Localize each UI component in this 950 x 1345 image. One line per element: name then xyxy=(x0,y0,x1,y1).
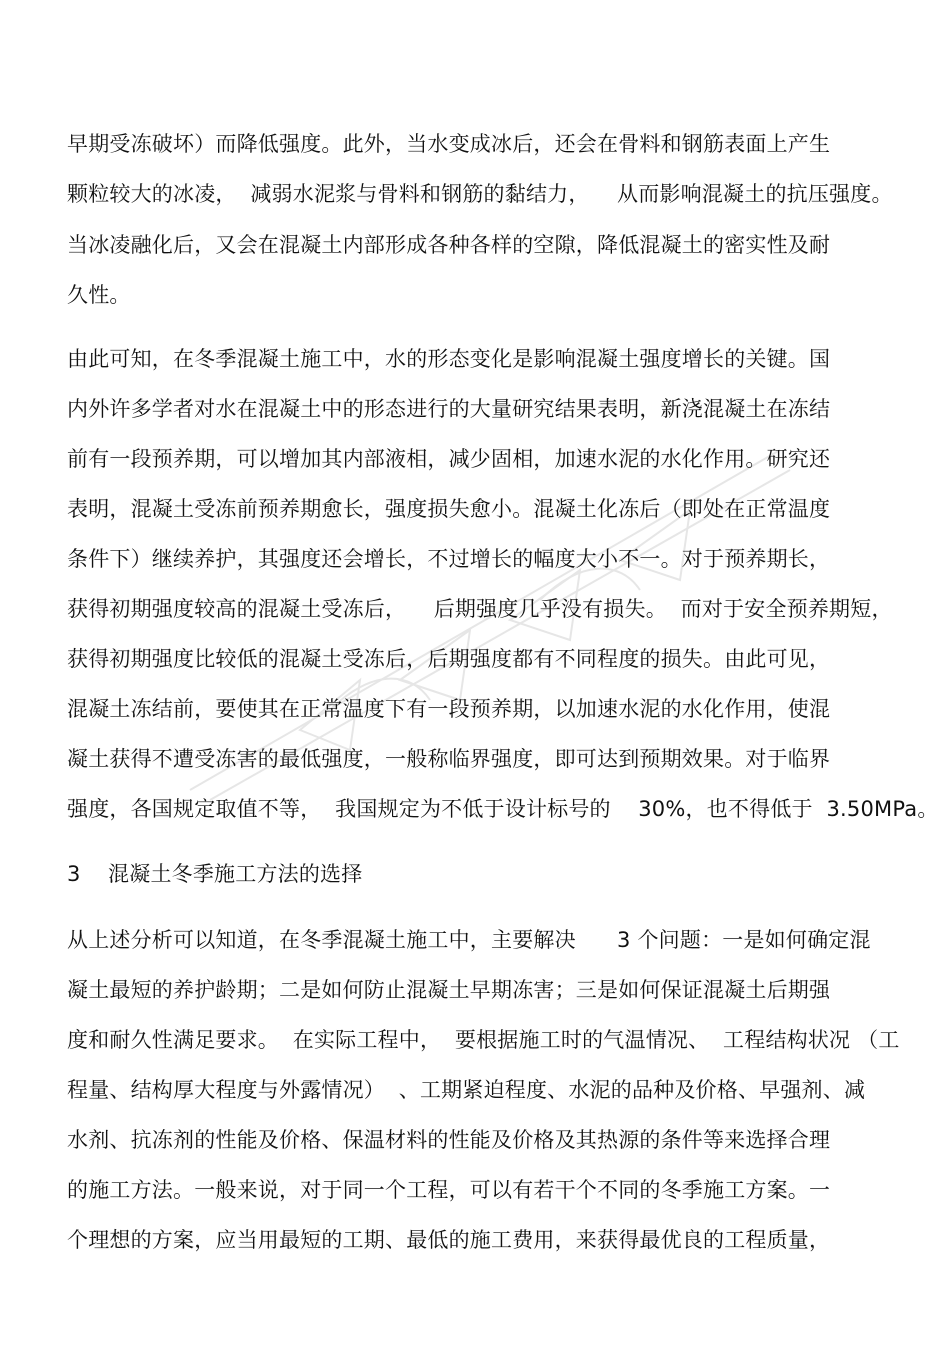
section-title: 3 混凝土冬季施工方法的选择 xyxy=(67,862,363,886)
text-line: 程量、结构厚大程度与外露情况） 、工期紧迫程度、水泥的品种及价格、早强剂、减 xyxy=(67,1078,866,1102)
text-line: 获得初期强度较高的混凝土受冻后， 后期强度几乎没有损失。 而对于安全预养期短， xyxy=(67,597,893,621)
text-line: 的施工方法。一般来说，对于同一个工程，可以有若干个不同的冬季施工方案。一 xyxy=(67,1178,831,1202)
text-line: 度和耐久性满足要求。 在实际工程中， 要根据施工时的气温情况、 工程结构状况 （工 xyxy=(67,1028,900,1052)
text-line: 凝土获得不遭受冻害的最低强度，一般称临界强度，即可达到预期效果。对于临界 xyxy=(67,747,831,771)
text-line: 混凝土冻结前，要使其在正常温度下有一段预养期，以加速水泥的水化作用，使混 xyxy=(67,697,831,721)
text-line: 内外许多学者对水在混凝土中的形态进行的大量研究结果表明，新浇混凝土在冻结 xyxy=(67,397,831,421)
text-line: 获得初期强度比较低的混凝土受冻后，后期强度都有不同程度的损失。由此可见， xyxy=(67,647,831,671)
text-line: 个理想的方案，应当用最短的工期、最低的施工费用，来获得最优良的工程质量， xyxy=(67,1228,831,1252)
text-line: 久性。 xyxy=(67,283,131,307)
text-line: 颗粒较大的冰凌， 减弱水泥浆与骨料和钢筋的黏结力， 从而影响混凝土的抗压强度。 xyxy=(67,182,893,206)
text-line: 水剂、抗冻剂的性能及价格、保温材料的性能及价格及其热源的条件等来选择合理 xyxy=(67,1128,831,1152)
text-line: 强度，各国规定取值不等， 我国规定为不低于设计标号的 30%，也不得低于 3.50MPa。 xyxy=(67,797,939,821)
text-line: 条件下）继续养护，其强度还会增长，不过增长的幅度大小不一。对于预养期长， xyxy=(67,547,831,571)
text-line: 当冰凌融化后，又会在混凝土内部形成各种各样的空隙，降低混凝土的密实性及耐 xyxy=(67,233,831,257)
text-line: 表明，混凝土受冻前预养期愈长，强度损失愈小。混凝土化冻后（即处在正常温度 xyxy=(67,497,831,521)
text-line: 由此可知，在冬季混凝土施工中，水的形态变化是影响混凝土强度增长的关键。国 xyxy=(67,347,831,371)
text-line: 前有一段预养期，可以增加其内部液相，减少固相，加速水泥的水化作用。研究还 xyxy=(67,447,831,471)
text-line: 凝土最短的养护龄期；二是如何防止混凝土早期冻害；三是如何保证混凝土后期强 xyxy=(67,978,831,1002)
text-line: 从上述分析可以知道，在冬季混凝土施工中，主要解决 3 个问题：一是如何确定混 xyxy=(67,928,871,952)
text-line: 早期受冻破坏）而降低强度。此外，当水变成冰后，还会在骨料和钢筋表面上产生 xyxy=(67,132,831,156)
